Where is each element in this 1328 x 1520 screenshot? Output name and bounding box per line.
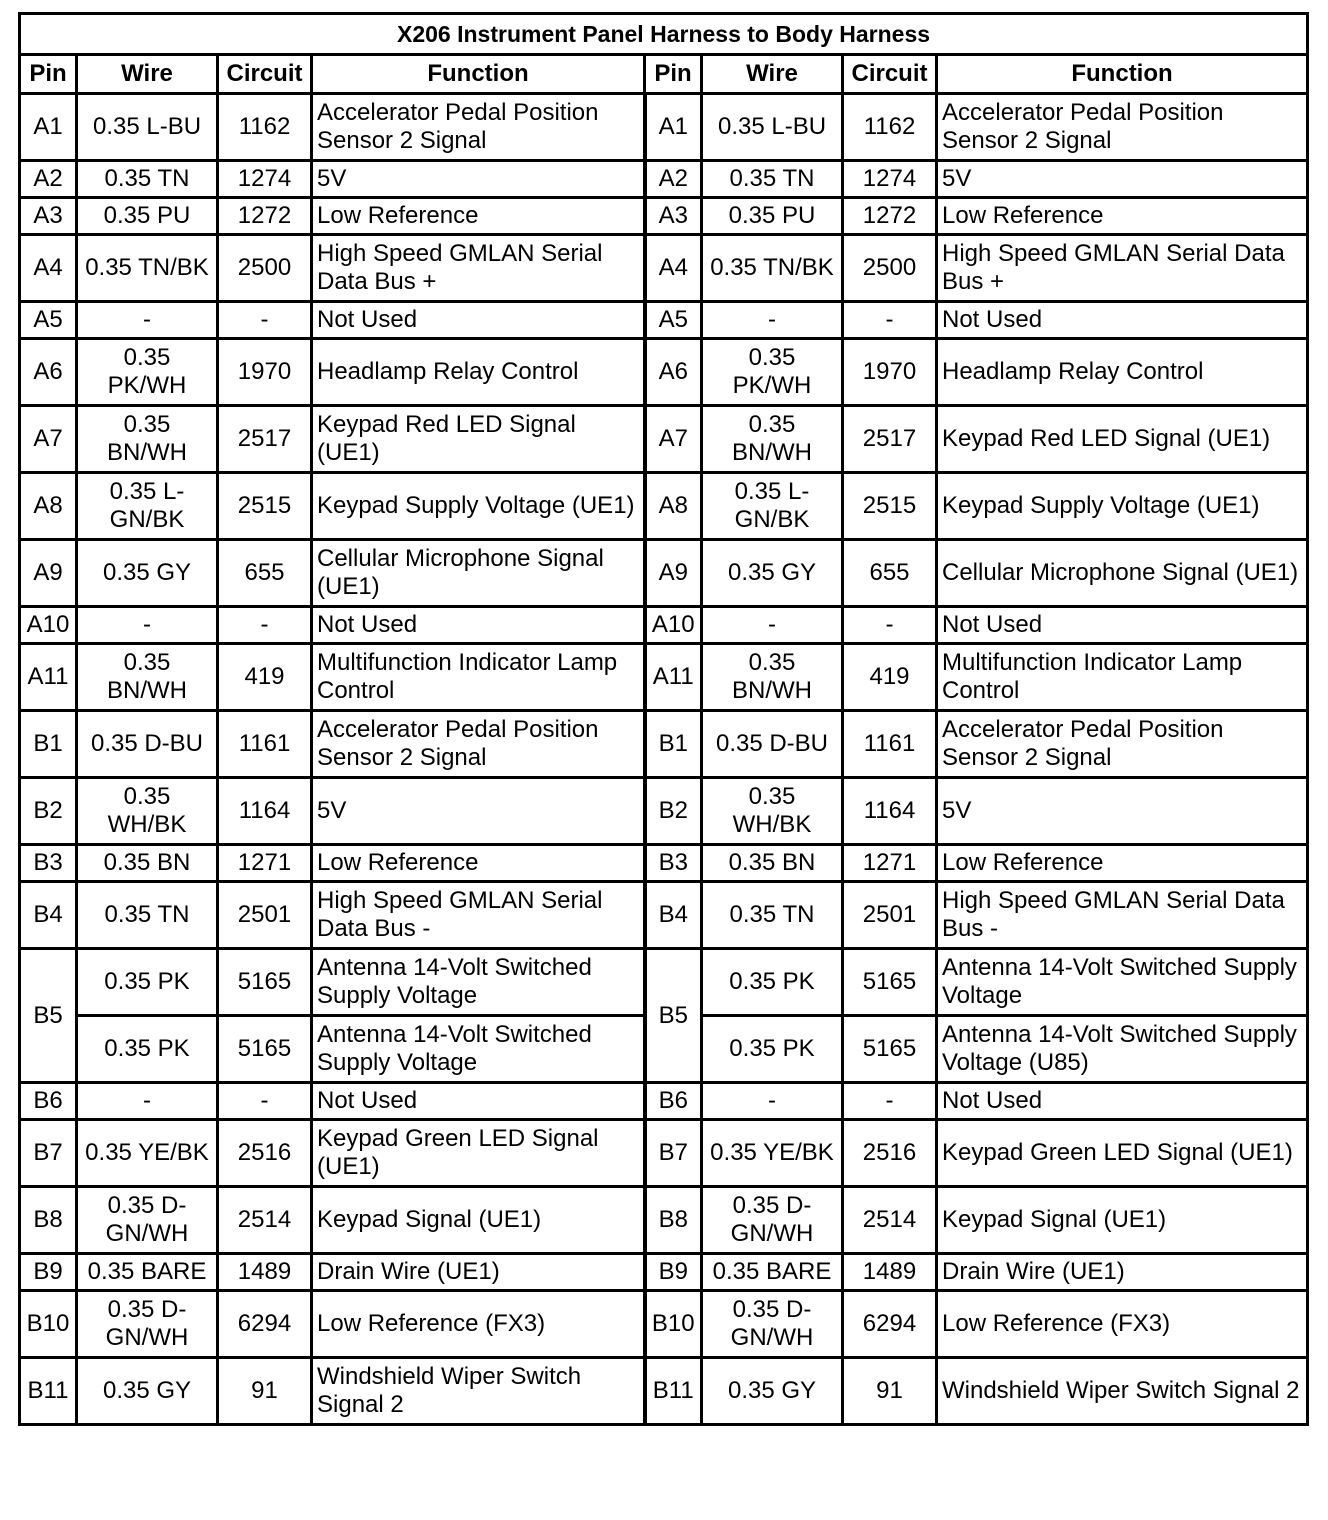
table-row — [20, 406, 1308, 473]
function-cell: High Speed GMLAN Serial Data Bus + — [312, 235, 645, 302]
pin-cell: B6 — [20, 1083, 77, 1120]
wire-cell: 0.35 D-GN/WH — [702, 1291, 843, 1358]
circuit-cell: 1161 — [218, 711, 312, 778]
pin-cell: B4 — [20, 882, 77, 949]
function-cell: 5V — [937, 161, 1308, 198]
wire-cell: 0.35 PK — [702, 1016, 843, 1083]
circuit-cell: 2500 — [843, 235, 937, 302]
pin-cell: A7 — [20, 406, 77, 473]
function-cell: Headlamp Relay Control — [937, 339, 1308, 406]
circuit-cell: 1489 — [843, 1254, 937, 1291]
function-cell: 5V — [312, 161, 645, 198]
wire-cell: - — [77, 302, 218, 339]
pin-cell: A10 — [645, 607, 702, 644]
header-wire: Wire — [702, 55, 843, 94]
table-row — [20, 94, 1308, 161]
pin-cell: A11 — [20, 644, 77, 711]
wire-cell: 0.35 TN — [702, 161, 843, 198]
pin-cell: A2 — [20, 161, 77, 198]
function-cell: Keypad Green LED Signal (UE1) — [312, 1120, 645, 1187]
function-cell: Low Reference — [312, 198, 645, 235]
pin-cell: B9 — [20, 1254, 77, 1291]
pin-cell: A2 — [645, 161, 702, 198]
pin-cell: A11 — [645, 644, 702, 711]
header-circuit: Circuit — [843, 55, 937, 94]
wire-cell: - — [702, 302, 843, 339]
wire-cell: 0.35 BN — [702, 845, 843, 882]
pin-cell: A6 — [20, 339, 77, 406]
function-cell: Antenna 14-Volt Switched Supply Voltage — [937, 949, 1308, 1016]
wire-cell: - — [702, 1083, 843, 1120]
function-cell: Low Reference — [937, 845, 1308, 882]
wire-cell: - — [77, 607, 218, 644]
pin-cell: B2 — [20, 778, 77, 845]
circuit-cell: 2516 — [843, 1120, 937, 1187]
circuit-cell: 2516 — [218, 1120, 312, 1187]
function-cell: Antenna 14-Volt Switched Supply Voltage (U85) — [937, 1016, 1308, 1083]
wire-cell: 0.35 D-BU — [702, 711, 843, 778]
wire-cell: 0.35 BN/WH — [77, 406, 218, 473]
table-row — [20, 1254, 1308, 1291]
function-cell: Keypad Red LED Signal (UE1) — [937, 406, 1308, 473]
function-cell: Multifunction Indicator Lamp Control — [312, 644, 645, 711]
function-cell: Headlamp Relay Control — [312, 339, 645, 406]
wire-cell: 0.35 TN/BK — [77, 235, 218, 302]
function-cell: Keypad Green LED Signal (UE1) — [937, 1120, 1308, 1187]
function-cell: Drain Wire (UE1) — [937, 1254, 1308, 1291]
function-cell: High Speed GMLAN Serial Data Bus - — [312, 882, 645, 949]
table-row — [20, 235, 1308, 302]
wire-cell: 0.35 TN — [77, 161, 218, 198]
circuit-cell: 6294 — [218, 1291, 312, 1358]
table-row — [20, 198, 1308, 235]
circuit-cell: 5165 — [843, 949, 937, 1016]
pin-cell: B3 — [20, 845, 77, 882]
wire-cell: 0.35 D-GN/WH — [702, 1187, 843, 1254]
function-cell: Cellular Microphone Signal (UE1) — [937, 540, 1308, 607]
function-cell: High Speed GMLAN Serial Data Bus - — [937, 882, 1308, 949]
function-cell: Not Used — [312, 607, 645, 644]
function-cell: High Speed GMLAN Serial Data Bus + — [937, 235, 1308, 302]
wire-cell: 0.35 GY — [702, 540, 843, 607]
function-cell: Keypad Signal (UE1) — [312, 1187, 645, 1254]
wire-cell: 0.35 BN/WH — [702, 406, 843, 473]
wire-cell: 0.35 WH/BK — [702, 778, 843, 845]
circuit-cell: - — [218, 302, 312, 339]
function-cell: 5V — [937, 778, 1308, 845]
table-row — [20, 1083, 1308, 1120]
table-row — [20, 161, 1308, 198]
wire-cell: - — [702, 607, 843, 644]
pin-cell: A9 — [645, 540, 702, 607]
circuit-cell: - — [218, 607, 312, 644]
pin-cell: A5 — [20, 302, 77, 339]
function-cell: Not Used — [312, 302, 645, 339]
pin-cell: B4 — [645, 882, 702, 949]
circuit-cell: 1162 — [218, 94, 312, 161]
wire-cell: 0.35 PK — [77, 949, 218, 1016]
wire-cell: - — [77, 1083, 218, 1120]
connector-table — [18, 12, 1309, 1426]
header-function: Function — [312, 55, 645, 94]
pin-cell: A3 — [645, 198, 702, 235]
function-cell: Not Used — [312, 1083, 645, 1120]
table-row — [20, 882, 1308, 949]
function-cell: 5V — [312, 778, 645, 845]
circuit-cell: 2501 — [843, 882, 937, 949]
circuit-cell: 2514 — [218, 1187, 312, 1254]
circuit-cell: 5165 — [218, 949, 312, 1016]
pin-cell: B2 — [645, 778, 702, 845]
wire-cell: 0.35 YE/BK — [77, 1120, 218, 1187]
wire-cell: 0.35 D-GN/WH — [77, 1291, 218, 1358]
circuit-cell: 1970 — [218, 339, 312, 406]
pin-cell: B1 — [20, 711, 77, 778]
circuit-cell: 91 — [843, 1358, 937, 1425]
pin-cell: B11 — [20, 1358, 77, 1425]
circuit-cell: 419 — [218, 644, 312, 711]
wire-cell: 0.35 PK/WH — [77, 339, 218, 406]
wire-cell: 0.35 BARE — [77, 1254, 218, 1291]
function-cell: Accelerator Pedal Position Sensor 2 Signal — [937, 711, 1308, 778]
wire-cell: 0.35 PK — [77, 1016, 218, 1083]
wire-cell: 0.35 GY — [77, 540, 218, 607]
circuit-cell: 2517 — [843, 406, 937, 473]
wire-cell: 0.35 YE/BK — [702, 1120, 843, 1187]
pin-cell: A9 — [20, 540, 77, 607]
wire-cell: 0.35 D-GN/WH — [77, 1187, 218, 1254]
circuit-cell: 2514 — [843, 1187, 937, 1254]
pin-cell: B3 — [645, 845, 702, 882]
function-cell: Low Reference (FX3) — [312, 1291, 645, 1358]
pin-cell: B5 — [20, 949, 77, 1083]
pin-cell: A4 — [20, 235, 77, 302]
wire-cell: 0.35 PU — [702, 198, 843, 235]
function-cell: Low Reference — [312, 845, 645, 882]
pin-cell: A1 — [20, 94, 77, 161]
wire-cell: 0.35 WH/BK — [77, 778, 218, 845]
wire-cell: 0.35 PU — [77, 198, 218, 235]
circuit-cell: 1274 — [843, 161, 937, 198]
pin-cell: A10 — [20, 607, 77, 644]
table-row — [20, 302, 1308, 339]
function-cell: Not Used — [937, 302, 1308, 339]
table-row — [20, 1358, 1308, 1425]
wire-cell: 0.35 PK/WH — [702, 339, 843, 406]
pin-cell: B7 — [20, 1120, 77, 1187]
table-body — [20, 94, 1308, 1425]
circuit-cell: 655 — [843, 540, 937, 607]
wire-cell: 0.35 GY — [702, 1358, 843, 1425]
wire-cell: 0.35 L-GN/BK — [77, 473, 218, 540]
header-row — [20, 55, 1308, 94]
circuit-cell: 1271 — [843, 845, 937, 882]
table-row — [20, 1187, 1308, 1254]
wire-cell: 0.35 D-BU — [77, 711, 218, 778]
circuit-cell: 1489 — [218, 1254, 312, 1291]
pin-cell: A8 — [20, 473, 77, 540]
circuit-cell: 1272 — [218, 198, 312, 235]
circuit-cell: 2501 — [218, 882, 312, 949]
pin-cell: B10 — [645, 1291, 702, 1358]
table-row — [20, 1291, 1308, 1358]
circuit-cell: 91 — [218, 1358, 312, 1425]
pin-cell: A3 — [20, 198, 77, 235]
table-row — [20, 1120, 1308, 1187]
pin-cell: B7 — [645, 1120, 702, 1187]
pin-cell: B8 — [20, 1187, 77, 1254]
wire-cell: 0.35 BN — [77, 845, 218, 882]
circuit-cell: 1272 — [843, 198, 937, 235]
circuit-cell: 6294 — [843, 1291, 937, 1358]
function-cell: Antenna 14-Volt Switched Supply Voltage — [312, 949, 645, 1016]
pin-cell: B5 — [645, 949, 702, 1083]
wire-cell: 0.35 BARE — [702, 1254, 843, 1291]
function-cell: Keypad Supply Voltage (UE1) — [937, 473, 1308, 540]
function-cell: Not Used — [937, 607, 1308, 644]
circuit-cell: 2517 — [218, 406, 312, 473]
wire-cell: 0.35 GY — [77, 1358, 218, 1425]
header-function: Function — [937, 55, 1308, 94]
circuit-cell: - — [218, 1083, 312, 1120]
circuit-cell: 5165 — [843, 1016, 937, 1083]
table-row — [20, 339, 1308, 406]
pin-cell: B10 — [20, 1291, 77, 1358]
wire-cell: 0.35 BN/WH — [702, 644, 843, 711]
function-cell: Not Used — [937, 1083, 1308, 1120]
table-row — [20, 644, 1308, 711]
pin-cell: B8 — [645, 1187, 702, 1254]
circuit-cell: 1970 — [843, 339, 937, 406]
pin-cell: A4 — [645, 235, 702, 302]
circuit-cell: 1274 — [218, 161, 312, 198]
circuit-cell: - — [843, 302, 937, 339]
circuit-cell: 1164 — [843, 778, 937, 845]
pin-cell: A7 — [645, 406, 702, 473]
pin-cell: B1 — [645, 711, 702, 778]
wire-cell: 0.35 BN/WH — [77, 644, 218, 711]
pin-cell: A5 — [645, 302, 702, 339]
circuit-cell: 655 — [218, 540, 312, 607]
wire-cell: 0.35 PK — [702, 949, 843, 1016]
function-cell: Accelerator Pedal Position Sensor 2 Signal — [312, 94, 645, 161]
pin-cell: A1 — [645, 94, 702, 161]
pin-cell: A6 — [645, 339, 702, 406]
wire-cell: 0.35 L-GN/BK — [702, 473, 843, 540]
function-cell: Keypad Supply Voltage (UE1) — [312, 473, 645, 540]
table-row — [20, 711, 1308, 778]
wire-cell: 0.35 TN/BK — [702, 235, 843, 302]
wire-cell: 0.35 TN — [77, 882, 218, 949]
function-cell: Accelerator Pedal Position Sensor 2 Signal — [312, 711, 645, 778]
function-cell: Accelerator Pedal Position Sensor 2 Signal — [937, 94, 1308, 161]
function-cell: Cellular Microphone Signal (UE1) — [312, 540, 645, 607]
pin-cell: B11 — [645, 1358, 702, 1425]
function-cell: Keypad Red LED Signal (UE1) — [312, 406, 645, 473]
pin-cell: B9 — [645, 1254, 702, 1291]
circuit-cell: 5165 — [218, 1016, 312, 1083]
function-cell: Windshield Wiper Switch Signal 2 — [312, 1358, 645, 1425]
table-row — [20, 778, 1308, 845]
circuit-cell: 419 — [843, 644, 937, 711]
circuit-cell: 2515 — [843, 473, 937, 540]
circuit-cell: - — [843, 607, 937, 644]
table-row — [20, 473, 1308, 540]
pin-cell: A8 — [645, 473, 702, 540]
circuit-cell: - — [843, 1083, 937, 1120]
wire-cell: 0.35 L-BU — [702, 94, 843, 161]
table-row — [20, 540, 1308, 607]
header-wire: Wire — [77, 55, 218, 94]
circuit-cell: 2515 — [218, 473, 312, 540]
circuit-cell: 1161 — [843, 711, 937, 778]
table-title: X206 Instrument Panel Harness to Body Harness — [20, 14, 1308, 55]
table-row — [20, 949, 1308, 1016]
function-cell: Low Reference — [937, 198, 1308, 235]
table-row — [20, 845, 1308, 882]
function-cell: Keypad Signal (UE1) — [937, 1187, 1308, 1254]
circuit-cell: 2500 — [218, 235, 312, 302]
circuit-cell: 1164 — [218, 778, 312, 845]
pin-cell: B6 — [645, 1083, 702, 1120]
function-cell: Low Reference (FX3) — [937, 1291, 1308, 1358]
wire-cell: 0.35 L-BU — [77, 94, 218, 161]
circuit-cell: 1162 — [843, 94, 937, 161]
header-pin: Pin — [20, 55, 77, 94]
table-row — [20, 607, 1308, 644]
header-circuit: Circuit — [218, 55, 312, 94]
function-cell: Windshield Wiper Switch Signal 2 — [937, 1358, 1308, 1425]
circuit-cell: 1271 — [218, 845, 312, 882]
function-cell: Antenna 14-Volt Switched Supply Voltage — [312, 1016, 645, 1083]
function-cell: Multifunction Indicator Lamp Control — [937, 644, 1308, 711]
function-cell: Drain Wire (UE1) — [312, 1254, 645, 1291]
header-pin: Pin — [645, 55, 702, 94]
wire-cell: 0.35 TN — [702, 882, 843, 949]
